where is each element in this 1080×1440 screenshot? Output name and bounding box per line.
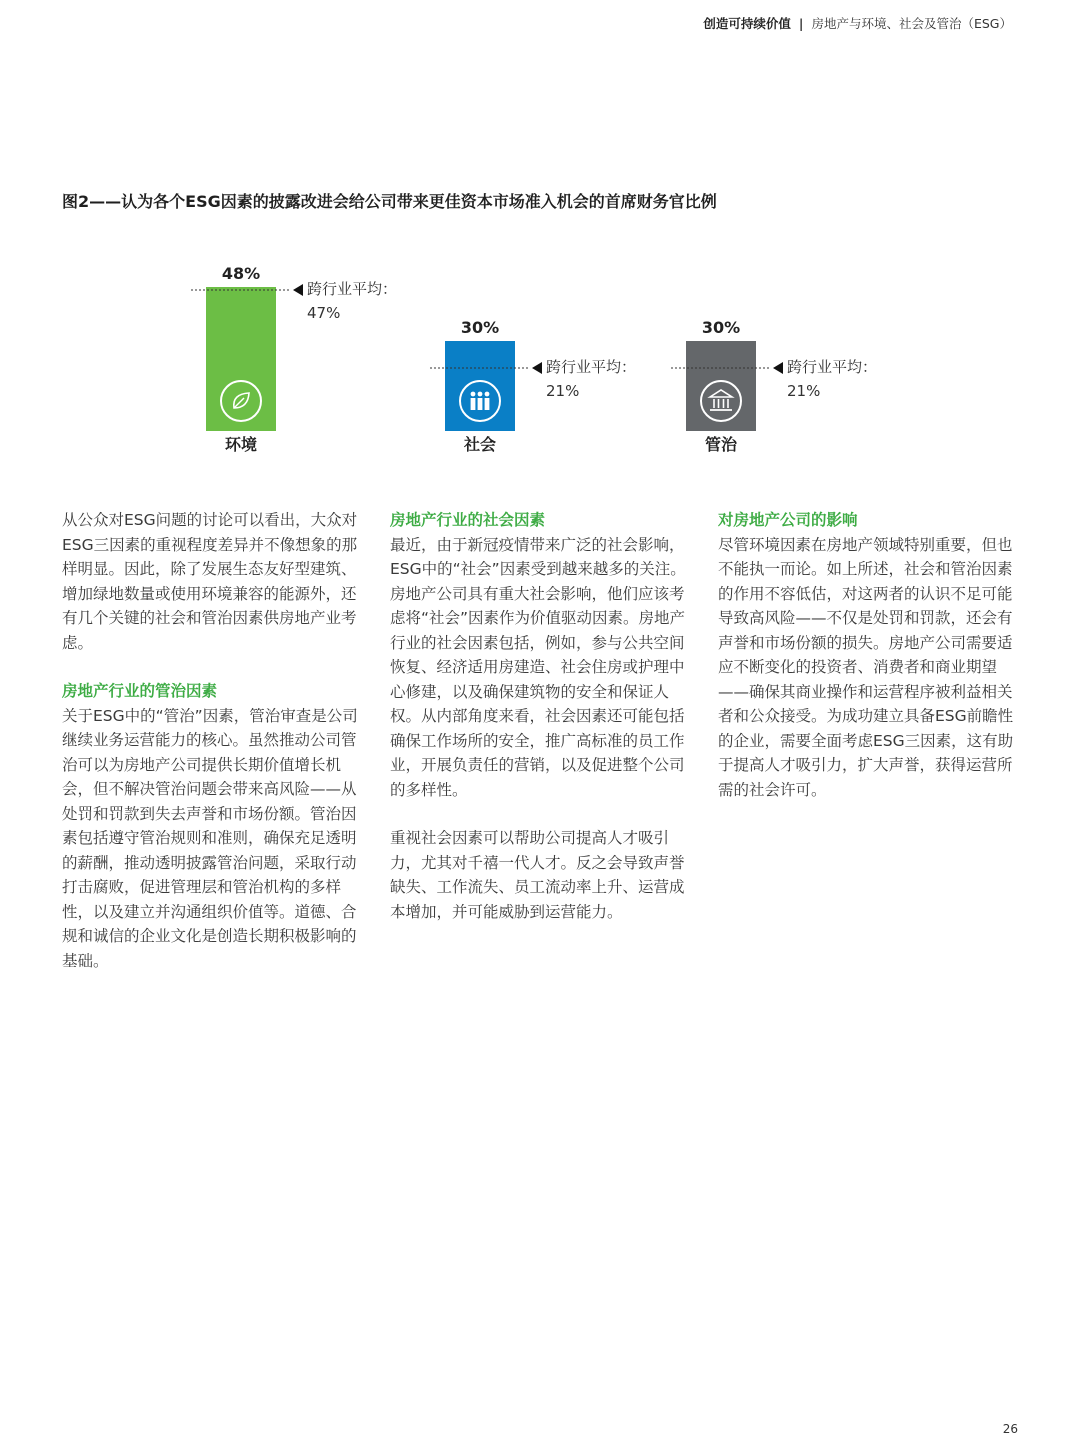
bar-chart — [0, 250, 1080, 470]
benchmark-value: 21% — [546, 382, 580, 400]
social-heading: 房地产行业的社会因素 — [390, 511, 546, 529]
column-1 — [62, 508, 364, 997]
benchmark-value: 47% — [307, 304, 341, 322]
header-separator: | — [798, 16, 804, 31]
benchmark-label: 跨行业平均： — [546, 358, 637, 376]
column-2 — [390, 508, 692, 948]
bar-管治 — [686, 341, 756, 431]
header-section: 创造可持续价值 — [703, 16, 791, 31]
benchmark-arrow — [532, 362, 542, 374]
benchmark-label: 跨行业平均： — [307, 280, 398, 298]
benchmark-arrow — [293, 284, 303, 296]
value-label: 30% — [701, 318, 741, 337]
benchmark-label: 跨行业平均： — [787, 358, 878, 376]
impact-paragraph: 尽管环境因素在房地产领域特别重要，但也不能执一而论。如上所述，社会和管治因素的作用不容低估，对这两者的认识不足可能导致高风险——不仅是处罚和罚款，还会有声誉和市场份额的损失。房地产公司需要适应不断变化的投资者、消费者和商业期望——确保其商业操作和运营程序被利益相关者和公众接受。为成功建立具备ESG前瞻性的企业，需要全面考虑ESG三因素，这有助于提高人才吸引力，扩大声誉，获得运营所需的社会许可。 — [718, 535, 1014, 799]
figure-title: 图2——认为各个ESG因素的披露改进会给公司带来更佳资本市场准入机会的首席财务官比例 — [62, 192, 717, 211]
social-paragraph: 最近，由于新冠疫情带来广泛的社会影响，ESG中的“社会”因素受到越来越多的关注。房地产公司具有重大社会影响，他们应该考虑将“社会”因素作为价值驱动因素。房地产行业的社会因素包括，例如，参与公共空间恢复、经济适用房建造、社会住房或护理中心修建，以及确保建筑物的安全和保证人权。从内部角度来看，社会因素还可能包括确保工作场所的安全，推广高标准的员工作业，开展负责任的营销，以及促进整个公司的多样性。 — [390, 535, 686, 799]
impact-heading: 对房地产公司的影响 — [718, 511, 858, 529]
intro-paragraph: 从公众对ESG问题的讨论可以看出，大众对ESG三因素的重视程度差异并不像想象的那样明显。因此，除了发展生态友好型建筑、增加绿地数量或使用环境兼容的能源外，还有几个关键的社会和管治因素供房地产业考虑。 — [62, 511, 358, 652]
value-label: 30% — [460, 318, 500, 337]
column-3 — [718, 508, 1018, 826]
social-paragraph-2: 重视社会因素可以帮助公司提高人才吸引力，尤其对千禧一代人才。反之会导致声誉缺失、工作流失、员工流动率上升、运营成本增加，并可能威胁到运营能力。 — [390, 829, 685, 921]
running-header — [703, 14, 1012, 32]
category-label: 管治 — [704, 435, 738, 454]
value-label: 48% — [221, 264, 261, 283]
category-label: 社会 — [463, 435, 497, 454]
governance-paragraph: 关于ESG中的“管治”因素，管治审查是公司继续业务运营能力的核心。虽然推动公司管治可以为房地产公司提供长期价值增长机会，但不解决管治问题会带来高风险——从处罚和罚款到失去声誉和市场份额。管治因素包括遵守管治规则和准则，确保充足透明的薪酬，推动透明披露管治问题，采取行动打击腐败，促进管理层和管治机构的多样性，以及建立并沟通组织价值等。道德、合规和诚信的企业文化是创造长期积极影响的基础。 — [62, 706, 358, 970]
page-number: 26 — [1002, 1422, 1018, 1436]
benchmark-arrow — [773, 362, 783, 374]
bar-环境 — [206, 287, 276, 431]
header-subtitle: 房地产与环境、社会及管治（ESG） — [811, 16, 1012, 31]
benchmark-value: 21% — [787, 382, 821, 400]
category-label: 环境 — [224, 435, 258, 454]
bar-社会 — [445, 341, 515, 431]
governance-heading: 房地产行业的管治因素 — [62, 682, 218, 700]
